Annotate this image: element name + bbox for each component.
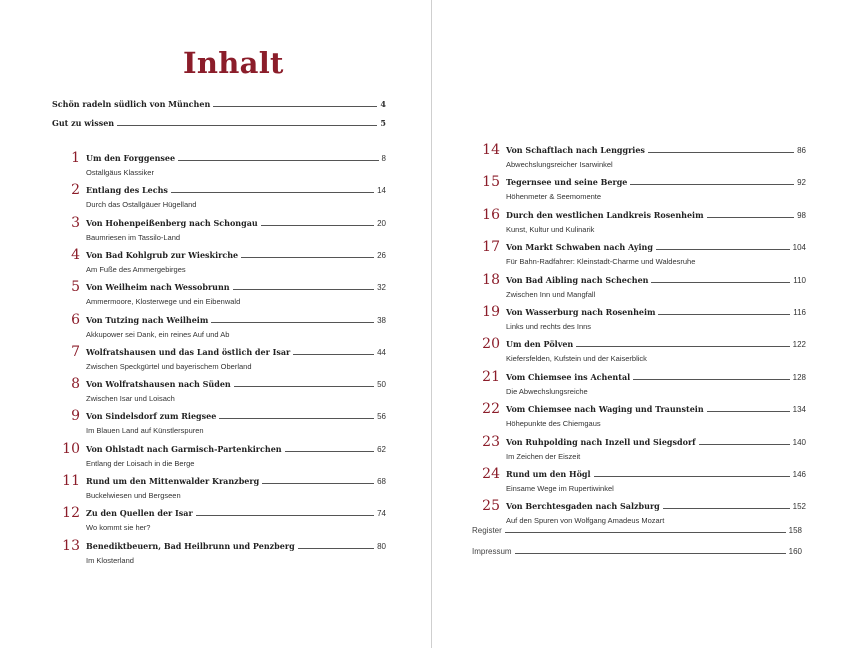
toc-page-number: 134 [792, 405, 806, 415]
toc-entry-number: 11 [62, 473, 80, 489]
leader-line [117, 125, 377, 126]
toc-entry-title: Von Ohlstadt nach Garmisch-Partenkirchen [86, 443, 282, 454]
leader-line [241, 257, 374, 258]
toc-page-number: 32 [377, 283, 386, 293]
toc-entry-title: Wolfratshausen und das Land östlich der Isar [86, 346, 291, 357]
toc-entry-subtitle: Höhepunkte des Chiemgaus [506, 419, 601, 429]
toc-entry-subtitle: Zwischen Inn und Mangfall [506, 289, 596, 299]
toc-entry-subtitle: Durch das Ostallgäuer Hügelland [86, 200, 197, 210]
toc-entry-title: Vom Chiemsee ins Achental [506, 371, 631, 382]
toc-page-number: 98 [797, 210, 806, 220]
toc-entry-subtitle: Im Blauen Land auf Künstlerspuren [86, 426, 204, 436]
toc-entry-line [506, 210, 806, 222]
toc-entry-line [86, 250, 386, 262]
toc-entry-subtitle: Am Fuße des Ammergebirges [86, 264, 186, 274]
toc-entry-title: Tegernsee und seine Berge [506, 177, 628, 188]
toc-page-number: 74 [377, 509, 386, 519]
toc-entry-number: 10 [62, 440, 80, 457]
toc-page-number: 8 [381, 154, 386, 163]
toc-entry-number: 4 [71, 246, 80, 263]
leader-line [658, 314, 790, 315]
toc-entry-title: Von Bad Aibling nach Schechen [506, 274, 649, 285]
toc-entry-title: Rund um den Mittenwalder Kranzberg [86, 476, 260, 486]
book-spine [431, 0, 432, 648]
leader-line [707, 411, 790, 412]
toc-entry-number: 2 [71, 182, 80, 199]
leader-line [576, 346, 789, 347]
leader-line [213, 106, 377, 107]
toc-entry-number: 3 [71, 214, 80, 231]
toc-entry-number: 20 [482, 336, 500, 353]
toc-entry-line [506, 469, 806, 481]
toc-entry-line [506, 177, 806, 189]
toc-entry-subtitle: Links und rechts des Inns [506, 322, 592, 331]
toc-entry-number: 7 [71, 343, 80, 360]
toc-entry-title: Von Berchtesgaden nach Salzburg [506, 501, 660, 512]
toc-entry-subtitle: Zwischen Isar und Loisach [86, 394, 175, 404]
toc-entry-line [506, 307, 806, 319]
toc-entry-line [86, 185, 386, 197]
leader-line [233, 289, 374, 290]
toc-entry-number: 6 [71, 311, 80, 328]
toc-page-number: 4 [380, 99, 386, 109]
toc-entry-number: 19 [482, 304, 500, 320]
toc-page-number: 104 [792, 243, 806, 253]
toc-entry-number: 12 [62, 505, 80, 522]
toc-entry-title: Von Bad Kohlgrub zur Wieskirche [86, 249, 239, 260]
toc-entry-line [86, 541, 386, 553]
toc-entry-subtitle: Einsame Wege im Rupertiwinkel [506, 484, 614, 493]
leader-line [630, 184, 794, 185]
leader-line [515, 553, 786, 554]
toc-entry-number: 15 [482, 174, 500, 191]
toc-entry-number: 24 [482, 466, 500, 482]
leader-line [171, 192, 374, 193]
toc-entry-number: 16 [482, 206, 500, 223]
toc-page-number: 92 [797, 178, 806, 188]
leader-line [293, 354, 374, 355]
toc-page-number: 116 [793, 308, 806, 317]
toc-entry-line [86, 411, 386, 423]
toc-entry-subtitle: Buckelwiesen und Bergseen [86, 491, 181, 500]
toc-entry-line [86, 315, 386, 327]
toc-entry-number: 8 [71, 376, 80, 393]
toc-page-number: 158 [788, 526, 802, 535]
leader-line [211, 322, 374, 323]
leader-line [178, 160, 378, 161]
toc-intro-title: Gut zu wissen [52, 118, 115, 128]
leader-line [699, 444, 790, 445]
page-title: Inhalt [183, 46, 284, 80]
toc-entry-number: 5 [71, 279, 80, 296]
toc-intro-title: Schön radeln südlich von München [52, 99, 211, 109]
leader-line [262, 483, 374, 484]
toc-page-number: 26 [377, 250, 386, 260]
toc-entry-subtitle: Kunst, Kultur und Kulinarik [506, 224, 595, 234]
toc-entry-title: Von Wolfratshausen nach Süden [86, 379, 231, 390]
toc-entry-line [86, 218, 386, 230]
leader-line [219, 418, 374, 419]
toc-entry-subtitle: Akkupower sei Dank, ein reines Auf und Ab [86, 329, 230, 339]
toc-entry-number: 14 [482, 142, 500, 158]
toc-page-number: 62 [377, 444, 386, 454]
toc-entry-title: Von Tutzing nach Weilheim [86, 314, 209, 325]
toc-entry-line [86, 476, 386, 488]
toc-entry-number: 21 [482, 368, 500, 385]
toc-entry-subtitle: Kiefersfelden, Kufstein und der Kaiserblick [506, 354, 647, 364]
toc-appendix-entry[interactable] [472, 547, 802, 556]
toc-entry-title: Von Ruhpolding nach Inzell und Siegsdorf [506, 436, 696, 447]
toc-entry-number: 13 [62, 537, 80, 554]
toc-entry-subtitle: Höhenmeter & Seemomente [506, 192, 602, 202]
toc-entry-number: 18 [482, 271, 500, 288]
toc-page-number: 80 [377, 541, 386, 551]
toc-entry-subtitle: Auf den Spuren von Wolfgang Amadeus Mozart [506, 516, 665, 526]
toc-page-number: 14 [377, 186, 386, 196]
toc-entry-subtitle: Zwischen Speckgürtel und bayerischem Oberland [86, 361, 252, 371]
toc-entry-line [86, 153, 386, 165]
leader-line [594, 476, 790, 477]
toc-entry-subtitle: Für Bahn-Radfahrer: Kleinstadt-Charme und Waldesruhe [506, 257, 696, 267]
leader-line [663, 508, 790, 509]
toc-entry-line [86, 508, 386, 520]
toc-page-number: 20 [377, 218, 386, 228]
toc-entry-number: 1 [71, 150, 80, 166]
leader-line [505, 532, 786, 533]
toc-entry-line [506, 437, 806, 449]
toc-entry-subtitle: Entlang der Loisach in die Berge [86, 458, 195, 468]
toc-entry-title: Entlang des Lechs [86, 185, 168, 196]
leader-line [707, 217, 795, 218]
leader-line [656, 249, 790, 250]
toc-entry-line [86, 444, 386, 456]
toc-page-number: 146 [792, 470, 806, 479]
toc-appendix-entry[interactable] [472, 526, 802, 535]
toc-entry-title: Um den Pölven [506, 339, 574, 350]
toc-entry-title: Durch den westlichen Landkreis Rosenheim [506, 209, 704, 220]
toc-entry-subtitle: Abwechslungsreicher Isarwinkel [506, 160, 613, 169]
toc-page-number: 160 [788, 547, 802, 556]
toc-page-number: 110 [793, 275, 806, 285]
toc-entry-line [86, 282, 386, 294]
toc-entry-line [506, 501, 806, 513]
toc-entry-number: 22 [482, 401, 500, 418]
toc-entry-number: 23 [482, 433, 500, 450]
leader-line [196, 515, 374, 516]
toc-page-number: 122 [792, 340, 806, 350]
toc-intro-entry[interactable] [52, 118, 386, 128]
leader-line [298, 548, 374, 549]
toc-entry-line [506, 372, 806, 384]
toc-entry-title: Von Wasserburg nach Rosenheim [506, 307, 656, 317]
leader-line [633, 379, 789, 380]
toc-appendix-title: Register [472, 526, 502, 535]
toc-page-number: 68 [377, 477, 386, 486]
toc-entry-number: 25 [482, 498, 500, 515]
toc-entry-line [506, 339, 806, 351]
toc-page-number: 152 [792, 502, 806, 512]
toc-appendix-title: Impressum [472, 547, 512, 556]
toc-entry-subtitle: Baumriesen im Tassilo-Land [86, 232, 181, 242]
toc-entry-subtitle: Wo kommt sie her? [86, 523, 151, 533]
toc-entry-subtitle: Die Abwechslungsreiche [506, 386, 588, 396]
leader-line [261, 225, 374, 226]
toc-page-number: 44 [377, 347, 386, 357]
toc-entry-line [506, 404, 806, 416]
leader-line [234, 386, 374, 387]
toc-entry-title: Zu den Quellen der Isar [86, 508, 193, 519]
toc-entry-title: Von Schaftlach nach Lenggries [506, 145, 645, 155]
toc-entry-line [506, 242, 806, 254]
toc-entry-number: 9 [71, 408, 80, 425]
toc-entry-subtitle: Ostallgäus Klassiker [86, 168, 154, 177]
toc-entry-title: Von Weilheim nach Wessobrunn [86, 282, 230, 293]
toc-page-number: 86 [797, 146, 806, 155]
toc-entry-subtitle: Im Zeichen der Eiszeit [506, 451, 581, 461]
toc-entry-title: Rund um den Högl [506, 469, 591, 479]
toc-entry-line [506, 145, 806, 157]
toc-entry-title: Von Sindelsdorf zum Riegsee [86, 411, 217, 422]
toc-entry-line [506, 275, 806, 287]
toc-entry-line [86, 347, 386, 359]
toc-page-number: 5 [380, 118, 386, 128]
toc-entry-subtitle: Im Klosterland [86, 555, 134, 565]
toc-entry-title: Um den Forggensee [86, 153, 176, 163]
toc-page-number: 50 [377, 380, 386, 390]
leader-line [651, 282, 790, 283]
leader-line [648, 152, 794, 153]
toc-entry-title: Von Markt Schwaben nach Aying [506, 242, 653, 253]
toc-entry-line [86, 379, 386, 391]
toc-entry-number: 17 [482, 239, 500, 256]
toc-entry-subtitle: Ammermoore, Klosterwege und ein Eibenwald [86, 297, 241, 307]
toc-entry-title: Von Hohenpeißenberg nach Schongau [86, 217, 258, 228]
toc-page-number: 56 [377, 412, 386, 422]
toc-entry-title: Vom Chiemsee nach Waging und Traunstein [506, 404, 704, 415]
toc-intro-entry[interactable] [52, 99, 386, 109]
leader-line [285, 451, 374, 452]
toc-page-number: 128 [792, 372, 806, 382]
toc-page-number: 38 [377, 315, 386, 325]
toc-entry-title: Benediktbeuern, Bad Heilbrunn und Penzberg [86, 540, 295, 551]
toc-page-number: 140 [792, 437, 806, 447]
